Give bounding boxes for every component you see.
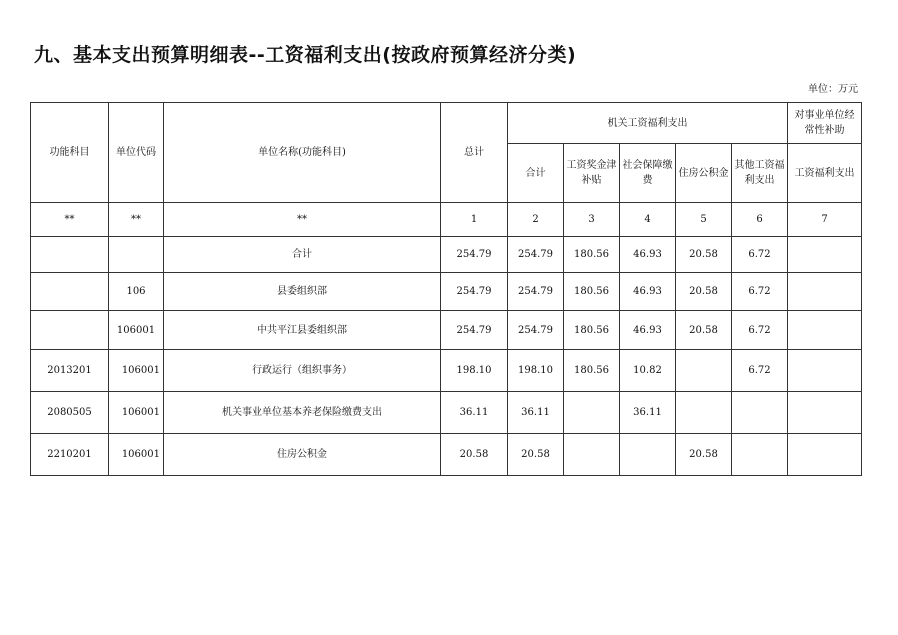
- cell-total: 36.11: [441, 392, 508, 434]
- index-cell: 4: [620, 203, 676, 237]
- table-row: [31, 273, 862, 311]
- index-cell: **: [164, 203, 441, 237]
- table-row: [31, 237, 862, 273]
- index-cell: **: [109, 203, 164, 237]
- cell-subsidy: [788, 237, 862, 273]
- index-cell: **: [31, 203, 109, 237]
- table-row: [31, 350, 862, 392]
- header-subsidy-group: 对事业单位经常性补助: [788, 103, 862, 144]
- cell-subtotal: 20.58: [508, 434, 564, 476]
- index-cell: 3: [564, 203, 620, 237]
- cell-func: [31, 273, 109, 311]
- cell-social: 10.82: [620, 350, 676, 392]
- table-row: [31, 311, 862, 350]
- cell-name: 中共平江县委组织部: [164, 311, 441, 350]
- header-total: 总计: [441, 103, 508, 203]
- cell-subsidy: [788, 434, 862, 476]
- cell-subtotal: 254.79: [508, 311, 564, 350]
- header-org-group: 机关工资福利支出: [508, 103, 788, 144]
- index-cell: 5: [676, 203, 732, 237]
- budget-table: [30, 102, 862, 476]
- cell-subsidy: [788, 392, 862, 434]
- cell-total: 20.58: [441, 434, 508, 476]
- cell-housing: [676, 350, 732, 392]
- cell-salary: [564, 392, 620, 434]
- header-social: 社会保障缴费: [620, 144, 676, 203]
- cell-name: 行政运行（组织事务）: [164, 350, 441, 392]
- index-cell: 2: [508, 203, 564, 237]
- cell-subtotal: 254.79: [508, 273, 564, 311]
- cell-housing: [676, 392, 732, 434]
- cell-func: [31, 311, 109, 350]
- cell-other: 6.72: [732, 273, 788, 311]
- header-housing: 住房公积金: [676, 144, 732, 203]
- cell-housing: 20.58: [676, 434, 732, 476]
- cell-code: 106001: [109, 350, 164, 392]
- cell-code: 106001: [109, 434, 164, 476]
- cell-total: 254.79: [441, 273, 508, 311]
- cell-social: 46.93: [620, 237, 676, 273]
- header-subsidy-salary: 工资福利支出: [788, 144, 862, 203]
- header-unit-name: 单位名称(功能科目): [164, 103, 441, 203]
- cell-subtotal: 36.11: [508, 392, 564, 434]
- header-salary: 工资奖金津补贴: [564, 144, 620, 203]
- index-cell: 1: [441, 203, 508, 237]
- cell-subtotal: 198.10: [508, 350, 564, 392]
- cell-subsidy: [788, 350, 862, 392]
- cell-subsidy: [788, 311, 862, 350]
- cell-total: 254.79: [441, 311, 508, 350]
- cell-name: 住房公积金: [164, 434, 441, 476]
- cell-salary: 180.56: [564, 350, 620, 392]
- index-cell: 7: [788, 203, 862, 237]
- cell-salary: 180.56: [564, 273, 620, 311]
- cell-housing: 20.58: [676, 311, 732, 350]
- index-cell: 6: [732, 203, 788, 237]
- cell-code: 106001: [109, 392, 164, 434]
- cell-code: 106001: [109, 311, 164, 350]
- header-unit-code: 单位代码: [109, 103, 164, 203]
- cell-salary: [564, 434, 620, 476]
- cell-name: 县委组织部: [164, 273, 441, 311]
- cell-housing: 20.58: [676, 273, 732, 311]
- cell-total: 198.10: [441, 350, 508, 392]
- header-func-code: 功能科目: [31, 103, 109, 203]
- cell-func: 2080505: [31, 392, 109, 434]
- cell-social: 36.11: [620, 392, 676, 434]
- header-other: 其他工资福利支出: [732, 144, 788, 203]
- table-row: [31, 392, 862, 434]
- header-subtotal: 合计: [508, 144, 564, 203]
- cell-social: [620, 434, 676, 476]
- cell-func: 2210201: [31, 434, 109, 476]
- cell-salary: 180.56: [564, 237, 620, 273]
- cell-name: 机关事业单位基本养老保险缴费支出: [164, 392, 441, 434]
- index-row: [31, 203, 862, 237]
- cell-subtotal: 254.79: [508, 237, 564, 273]
- table-row: [31, 434, 862, 476]
- cell-code: 106: [109, 273, 164, 311]
- cell-other: [732, 392, 788, 434]
- cell-func: 2013201: [31, 350, 109, 392]
- cell-other: 6.72: [732, 237, 788, 273]
- cell-social: 46.93: [620, 311, 676, 350]
- cell-func: [31, 237, 109, 273]
- cell-salary: 180.56: [564, 311, 620, 350]
- cell-social: 46.93: [620, 273, 676, 311]
- cell-other: [732, 434, 788, 476]
- cell-housing: 20.58: [676, 237, 732, 273]
- cell-code: [109, 237, 164, 273]
- cell-other: 6.72: [732, 311, 788, 350]
- cell-name: 合计: [164, 237, 441, 273]
- unit-label: 单位：万元: [808, 84, 858, 95]
- cell-other: 6.72: [732, 350, 788, 392]
- cell-total: 254.79: [441, 237, 508, 273]
- page-title: 九、基本支出预算明细表--工资福利支出(按政府预算经济分类): [34, 44, 577, 66]
- cell-subsidy: [788, 273, 862, 311]
